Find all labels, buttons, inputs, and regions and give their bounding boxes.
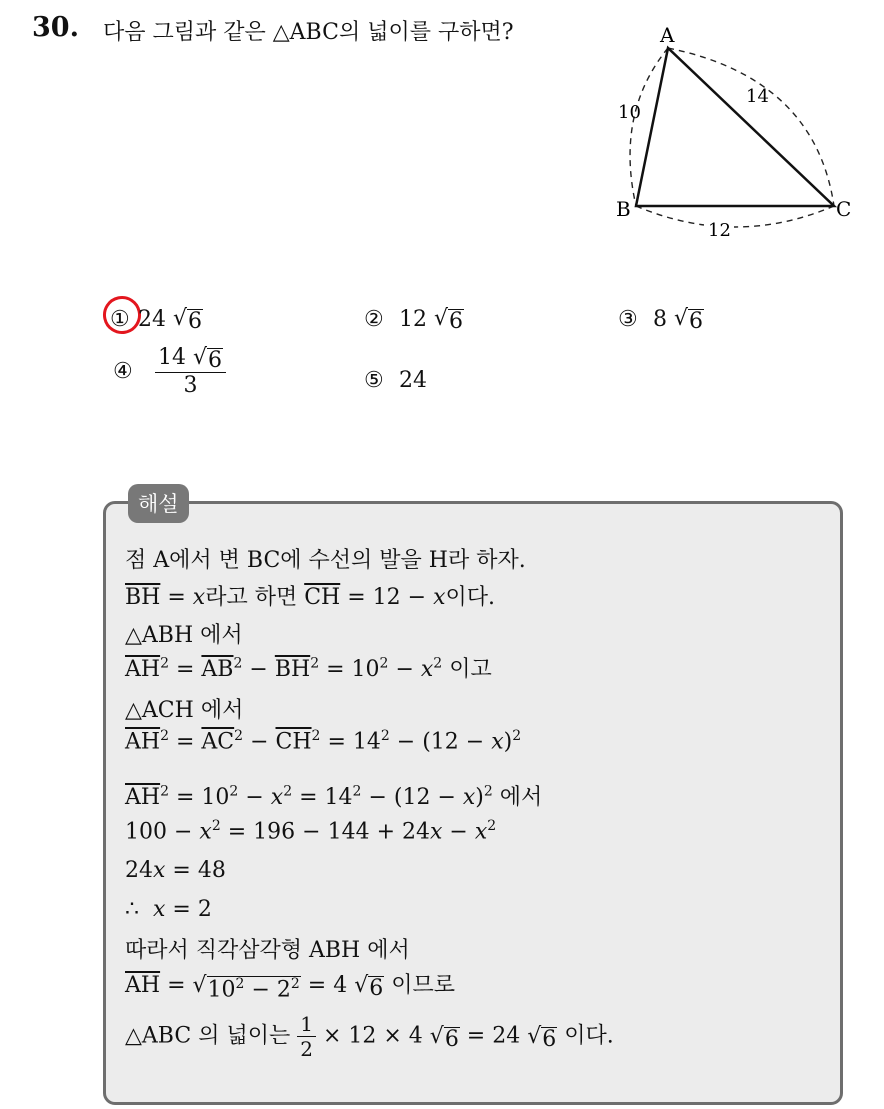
sol-line-1: 점 A에서 변 BC에 수선의 발을 H라 하자.: [125, 548, 526, 573]
choice-4-fraction: 14 √ 6 3: [155, 345, 226, 398]
triangle-abc: [636, 48, 834, 206]
sol-line-11: 따라서 직각삼각형 ABH 에서: [125, 938, 410, 963]
side-bc: 12: [708, 220, 731, 241]
triangle-figure: [600, 18, 860, 248]
sol-line-3: △ABH 에서: [125, 623, 243, 648]
sol-line-6: $\overline{AH}^2 = \overline{AC}^2 - \overline{CH}^2 = 14^2 - (12 - x)^2$: [125, 728, 522, 755]
label-b: B: [616, 197, 631, 221]
question-text: 다음 그림과 같은 △ABC의 넓이를 구하면?: [103, 20, 514, 45]
side-ab: 10: [618, 102, 641, 123]
label-a: A: [660, 23, 675, 47]
choice-3-number: ③: [618, 307, 638, 333]
solution-tag: 해설: [128, 484, 189, 523]
sol-line-4: $\overline{AH}^2 = \overline{AB}^2 - \overline{BH}^2 = 10^2 - x^2$ 이고: [125, 655, 492, 682]
choice-1-number: ①: [110, 307, 130, 333]
choice-4[interactable]: [113, 345, 226, 398]
sol-line-12: $\overline{AH}$ = √ $10^2 - 2^2$ = 4 √ 6 이므로: [125, 973, 456, 1003]
choice-3[interactable]: ③ 8 √ 6: [618, 306, 704, 334]
question-number: 30.: [32, 12, 79, 43]
sol-line-10: ∴ x = 2: [125, 897, 212, 922]
arc-bc: [636, 206, 834, 227]
choice-5-number: ⑤: [364, 368, 384, 393]
choice-2[interactable]: ② 12 √ 6: [364, 306, 464, 334]
sol-line-2: $\overline{BH} = x$라고 하면 $\overline{CH} = 12 - x$이다.: [125, 585, 495, 610]
sol-line-8: $100 - x^2 = 196 - 144 + 24x - x^2$: [125, 818, 497, 845]
side-ac: 14: [746, 86, 769, 107]
sol-line-13: △ABC 의 넓이는 $\frac{1}{2}$ × 12 × 4 √ 6 = 24 √ 6 이다.: [125, 1012, 614, 1061]
sol-line-5: △ACH 에서: [125, 698, 244, 723]
label-c: C: [836, 197, 852, 221]
sol-line-9: 24x = 48: [125, 858, 226, 883]
choice-5[interactable]: ⑤ 24: [364, 368, 427, 393]
choice-4-number: ④: [113, 359, 133, 385]
choice-1[interactable]: ① 24 √ 6: [110, 306, 203, 334]
choice-2-number: ②: [364, 307, 384, 333]
sol-line-7: $\overline{AH}^2 = 10^2 - x^2 = 14^2 - (12 - x)^2$ 에서: [125, 783, 543, 810]
